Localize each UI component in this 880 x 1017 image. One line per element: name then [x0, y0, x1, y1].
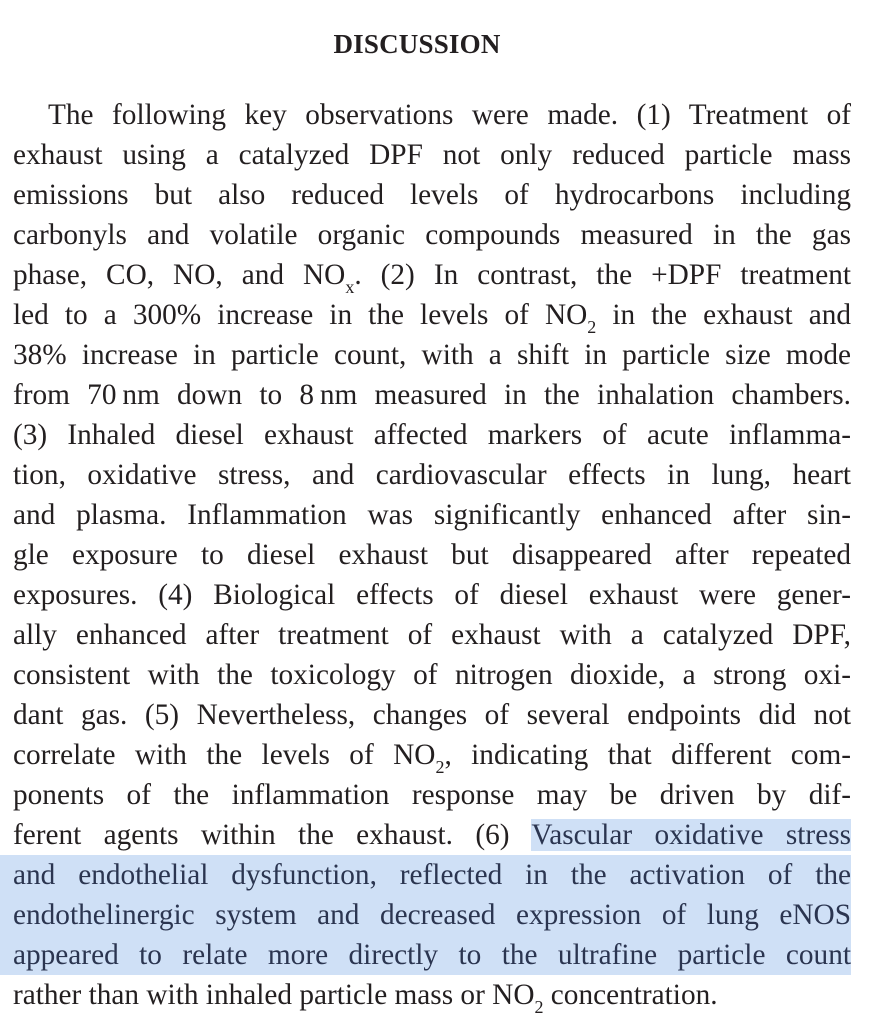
selected-text-line[interactable]: endothelinergic system and decreased expression of lung eNOS: [0, 895, 851, 935]
selected-text[interactable]: Vascular oxidative stress: [531, 819, 851, 851]
paragraph-line: exposures. (4) Biological effects of diesel exhaust were gener-: [13, 579, 851, 611]
subscript: 2: [435, 757, 445, 777]
paragraph-line: emissions but also reduced levels of hydrocarbons including: [13, 179, 851, 211]
paragraph-line: [13, 295, 851, 335]
selected-text-line[interactable]: and endothelial dysfunction, reflected in the activation of the: [0, 855, 851, 895]
line-text: , indicating that different com-: [444, 739, 851, 771]
line-text: concentration.: [543, 979, 718, 1011]
selected-text-line[interactable]: appeared to relate more directly to the ultrafine particle count: [0, 935, 851, 975]
line-text: led to a 300% increase in the levels of NO: [13, 299, 588, 331]
paragraph-line: exhaust using a catalyzed DPF not only reduced particle mass: [13, 139, 851, 171]
paragraph-line: The following key observations were made. (1) Treatment of: [48, 99, 851, 131]
paragraph-line: dant gas. (5) Nevertheless, changes of several endpoints did not: [13, 699, 851, 731]
line-text: rather than with inhaled particle mass or NO: [13, 979, 535, 1011]
paragraph-line: ally enhanced after treatment of exhaust with a catalyzed DPF,: [13, 619, 851, 651]
line-text: correlate with the levels of NO: [13, 739, 436, 771]
paragraph-line: ponents of the inflammation response may be driven by dif-: [13, 779, 851, 811]
line-text: in the exhaust and: [596, 299, 851, 331]
paragraph-line: and plasma. Inflammation was significantly enhanced after sin-: [13, 499, 851, 531]
subscript: 2: [587, 317, 597, 337]
paragraph-line: gle exposure to diesel exhaust but disappeared after repeated: [13, 539, 851, 571]
paragraph-line: [13, 255, 851, 295]
paragraph-line: [13, 975, 851, 1015]
paragraph-line: consistent with the toxicology of nitrogen dioxide, a strong oxi-: [13, 659, 851, 691]
section-heading: DISCUSSION: [333, 29, 501, 59]
subscript: 2: [534, 997, 544, 1017]
paragraph-line: from 70 nm down to 8 nm measured in the inhalation chambers.: [13, 379, 851, 411]
subscript: x: [345, 277, 355, 297]
paragraph-line: [13, 735, 851, 775]
paragraph-line: carbonyls and volatile organic compounds measured in the gas: [13, 219, 851, 251]
line-text: ferent agents within the exhaust. (6): [13, 819, 532, 851]
paragraph-line: (3) Inhaled diesel exhaust affected markers of acute inflamma-: [13, 419, 851, 451]
paragraph-line: tion, oxidative stress, and cardiovascular effects in lung, heart: [13, 459, 851, 491]
line-text: . (2) In contrast, the +DPF treatment: [354, 259, 851, 291]
line-text: phase, CO, NO, and NO: [13, 259, 346, 291]
paragraph-line: 38% increase in particle count, with a shift in particle size mode: [13, 339, 851, 371]
paragraph-line: [13, 815, 851, 855]
